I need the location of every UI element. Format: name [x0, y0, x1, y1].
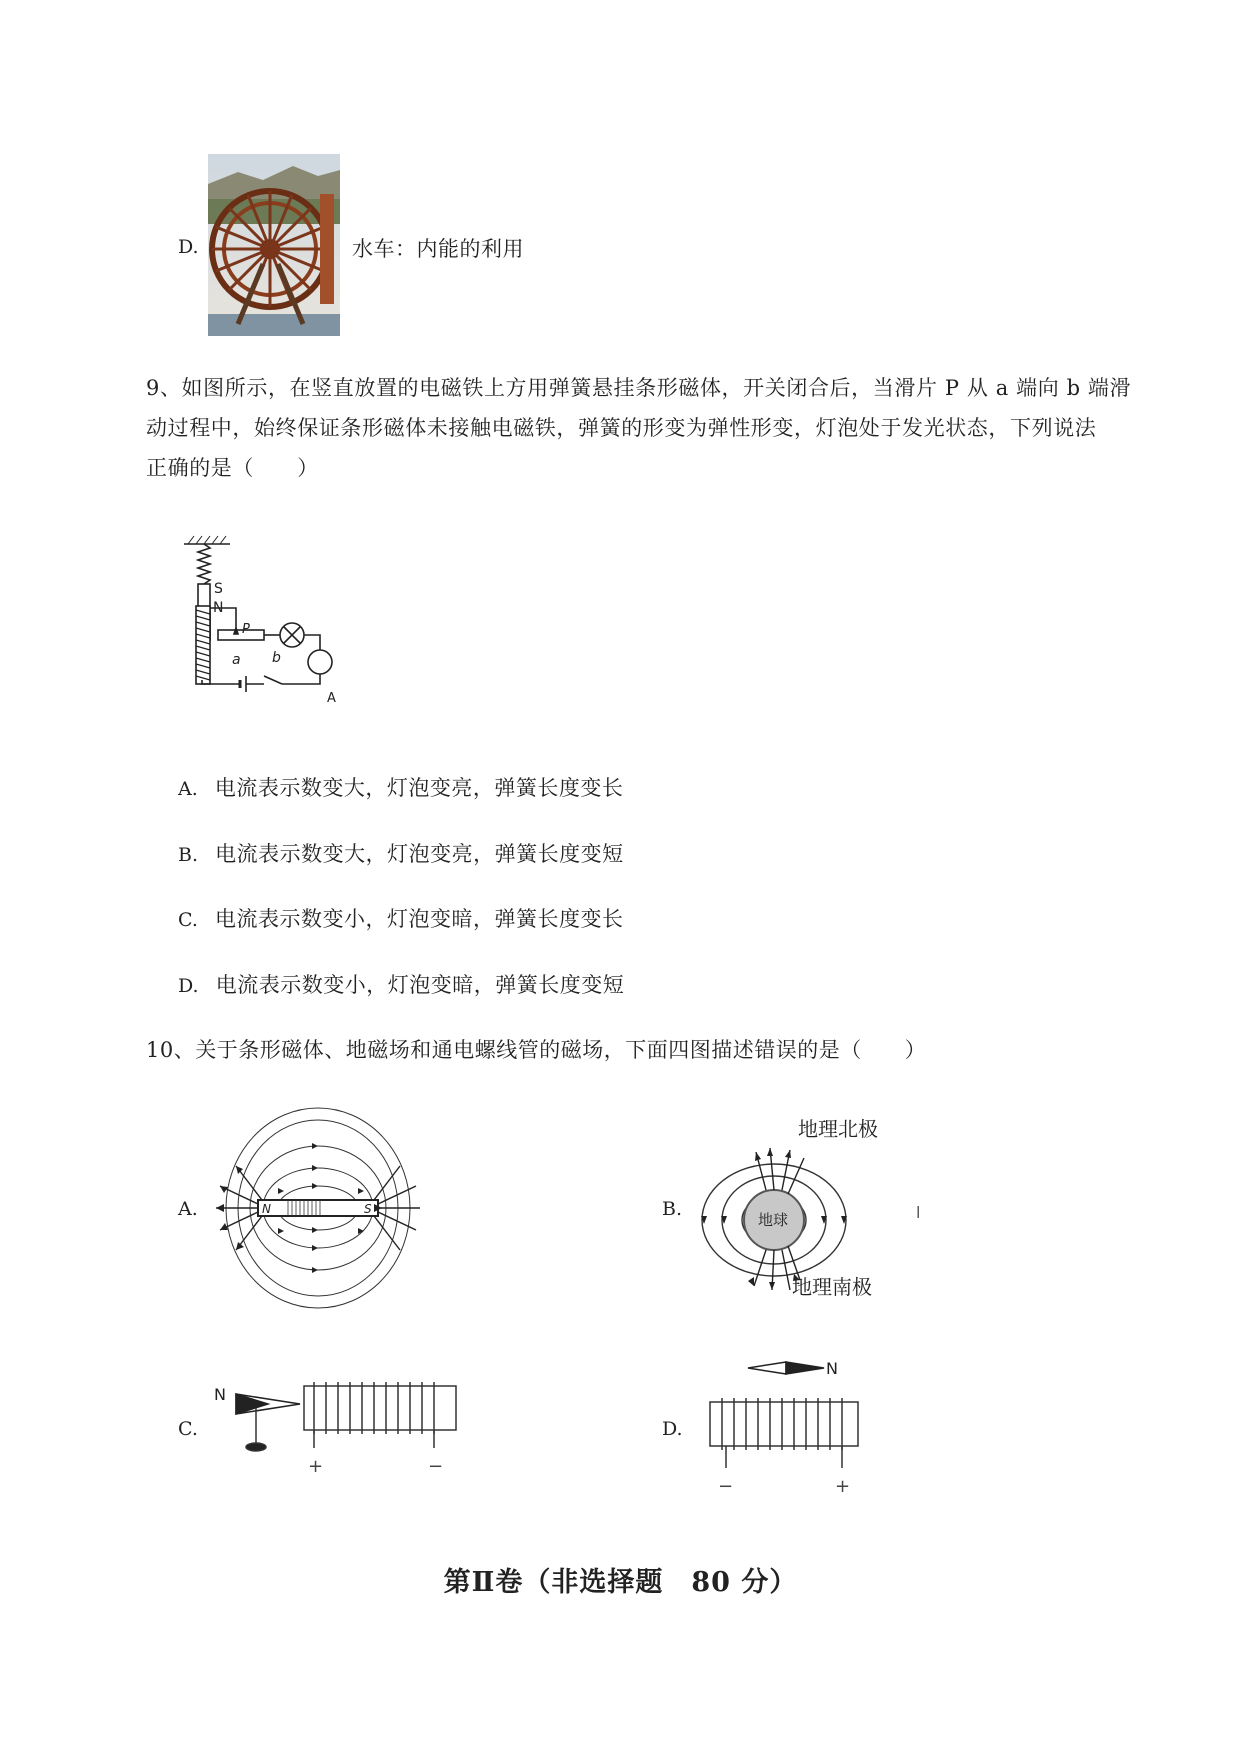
question-9-circuit-diagram: [180, 530, 355, 715]
minus-terminal-c: −: [428, 1456, 444, 1477]
option-d-label: D.: [178, 236, 199, 258]
question-9-line-1: 9、如图所示，在竖直放置的电磁铁上方用弹簧悬挂条形磁体，开关闭合后，当滑片 P 从 a 端向 b 端滑: [146, 376, 1132, 400]
earth-magnetic-field-diagram: [696, 1112, 936, 1302]
rheostat-b-label: b: [272, 650, 281, 666]
q9-option-b-label: B.: [178, 844, 199, 866]
q9-option-b-text: 电流表示数变大，灯泡变亮，弹簧长度变短: [215, 842, 624, 866]
q9-option-d-text: 电流表示数变小，灯泡变暗，弹簧长度变短: [215, 973, 625, 997]
q9-option-d[interactable]: [178, 969, 624, 999]
q10-option-b-label: B.: [662, 1198, 683, 1220]
q9-option-a[interactable]: [178, 772, 623, 802]
q9-option-a-text: 电流表示数变大，灯泡变亮，弹簧长度变长: [214, 776, 624, 800]
magnet-n-label: N: [213, 600, 224, 616]
q9-option-c-text: 电流表示数变小，灯泡变暗，弹簧长度变长: [215, 907, 624, 931]
q10-option-d-label: D.: [662, 1418, 683, 1440]
solenoid-d-diagram: [696, 1352, 876, 1502]
compass-n-label-d: N: [826, 1359, 838, 1378]
q10-option-a-label: A.: [178, 1198, 198, 1220]
option-d-text: 水车：内能的利用: [352, 237, 524, 261]
minus-terminal-d: −: [718, 1476, 734, 1497]
q9-option-c-label: C.: [178, 909, 198, 931]
q9-option-a-label: A.: [178, 778, 198, 800]
plus-terminal-d: +: [835, 1476, 851, 1497]
ammeter-label: A: [327, 691, 336, 706]
water-wheel-photo: [208, 154, 340, 336]
magnet-s-label: S: [214, 581, 223, 597]
section-heading: 第Ⅱ卷（非选择题 80 分）: [443, 1567, 798, 1598]
bar-magnet-field-diagram: [212, 1104, 424, 1309]
question-9-line-3: 正确的是（ ）: [146, 456, 319, 480]
stray-mark: l: [916, 1203, 921, 1222]
q10-option-c-label: C.: [178, 1418, 198, 1440]
question-9-text: [146, 368, 1156, 488]
plus-terminal-c: +: [308, 1456, 324, 1477]
question-10-text: 10、关于条形磁体、地磁场和通电螺线管的磁场，下面四图描述错误的是（ ）: [146, 1038, 927, 1062]
q9-option-b[interactable]: [178, 838, 624, 868]
bar-magnet-s-label: S: [364, 1202, 372, 1216]
compass-n-label-c: N: [214, 1385, 226, 1404]
solenoid-c-diagram: [210, 1372, 460, 1482]
geographic-south-label: 地理南极: [792, 1275, 872, 1299]
bar-magnet-n-label: N: [262, 1202, 271, 1216]
q9-option-c[interactable]: [178, 903, 624, 933]
earth-label: 地球: [758, 1211, 789, 1229]
slider-p-label: P: [242, 622, 250, 637]
question-9-line-2: 动过程中，始终保证条形磁体未接触电磁铁，弹簧的形变为弹性形变，灯泡处于发光状态，下列说法: [146, 416, 1097, 440]
geographic-north-label: 地理北极: [798, 1117, 878, 1141]
q9-option-d-label: D.: [178, 975, 199, 997]
rheostat-a-label: a: [232, 652, 241, 668]
